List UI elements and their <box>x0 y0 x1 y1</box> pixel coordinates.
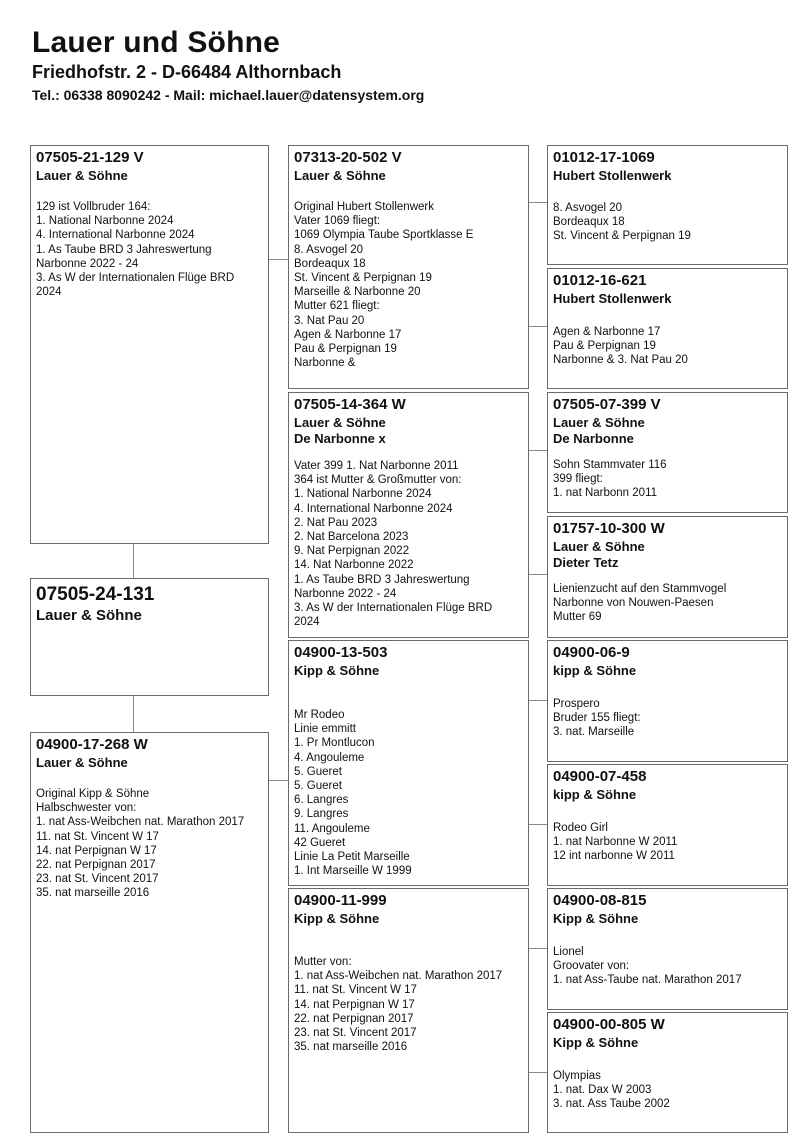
note-line: 1. National Narbonne 2024 <box>36 215 174 228</box>
ring-number: 04900-07-458 <box>553 768 647 785</box>
owner-name: Lauer & Söhne <box>36 168 128 183</box>
breeder-name: Lauer und Söhne <box>32 26 281 59</box>
ring-number: 07505-24-131 <box>36 584 155 605</box>
owner-name: Lauer & Söhne <box>294 415 386 430</box>
note-line: Lionel <box>553 946 584 958</box>
performance-notes <box>36 787 263 901</box>
note-line: Linie La Petit Marseille <box>294 851 410 864</box>
performance-notes <box>294 459 523 629</box>
note-line: 4. International Narbonne 2024 <box>36 229 195 242</box>
note-line: 5. Gueret <box>294 765 342 778</box>
note-line: 1. nat Ass-Weibchen nat. Marathon 2017 <box>294 970 503 983</box>
owner-name: Kipp & Söhne <box>294 663 380 678</box>
note-line: Sohn Stammvater 116 <box>553 459 667 471</box>
owner-name: Kipp & Söhne <box>553 1035 639 1050</box>
note-line: 3. nat. Ass Taube 2002 <box>553 1098 670 1111</box>
note-line: 364 ist Mutter & Großmutter von: <box>294 474 462 487</box>
note-line: Olympias <box>553 1070 601 1082</box>
owner-name: Hubert Stollenwerk <box>553 291 672 306</box>
note-line: Agen & Narbonne 17 <box>294 328 402 341</box>
pedigree-box-maternal-grandfather <box>288 640 529 886</box>
note-line: Narbonne & 3. Nat Pau 20 <box>553 354 688 367</box>
note-line: 1069 Olympia Taube Sportklasse E <box>294 229 474 242</box>
pedigree-box-ggp-8 <box>547 1012 788 1133</box>
note-line: Prospero <box>553 698 600 710</box>
note-line: 2. Nat Barcelona 2023 <box>294 531 409 544</box>
note-line: 4. International Narbonne 2024 <box>294 502 453 515</box>
note-line: Pau & Perpignan 19 <box>553 340 656 353</box>
note-line: 2024 <box>36 286 62 299</box>
ring-number: 01012-16-621 <box>553 272 647 289</box>
owner-name: Kipp & Söhne <box>553 911 639 926</box>
note-line: 399 fliegt: <box>553 473 603 486</box>
connector-line <box>268 259 288 260</box>
performance-notes <box>553 582 782 625</box>
note-line: Linie emmitt <box>294 723 356 736</box>
pedigree-box-maternal-grandmother <box>288 888 529 1133</box>
note-line: 9. Langres <box>294 808 349 821</box>
note-line: Agen & Narbonne 17 <box>553 326 661 338</box>
pedigree-box-paternal-grandfather <box>288 145 529 389</box>
note-line: 42 Gueret <box>294 836 346 849</box>
connector-line <box>528 1072 547 1073</box>
note-line: Pau & Perpignan 19 <box>294 343 397 356</box>
note-line: 14. nat Perpignan W 17 <box>36 844 157 857</box>
note-line: 2024 <box>294 616 320 629</box>
note-line: 1. nat Narbonn 2011 <box>553 487 658 500</box>
connector-line <box>268 780 288 781</box>
connector-line <box>528 824 547 825</box>
performance-notes <box>36 200 263 299</box>
connector-line <box>133 544 134 578</box>
note-line: Rodeo Girl <box>553 822 608 834</box>
note-line: 23. nat St. Vincent 2017 <box>36 873 159 886</box>
pedigree-box-ggp-2 <box>547 268 788 389</box>
note-line: St. Vincent & Perpignan 19 <box>294 272 432 285</box>
ring-number: 07313-20-502 V <box>294 149 402 166</box>
note-line: 1. Pr Montlucon <box>294 737 375 750</box>
owner-name: Lauer & Söhne <box>36 607 142 624</box>
connector-line <box>528 450 547 451</box>
connector-line <box>528 700 547 701</box>
note-line: 35. nat marseille 2016 <box>294 1041 408 1054</box>
pedigree-box-ggp-4 <box>547 516 788 638</box>
note-line: 8. Asvogel 20 <box>553 202 623 214</box>
connector-line <box>528 326 547 327</box>
ring-number: 04900-00-805 W <box>553 1016 665 1033</box>
pedigree-box-ggp-1 <box>547 145 788 265</box>
note-line: 14. nat Perpignan W 17 <box>294 998 415 1011</box>
note-line: St. Vincent & Perpignan 19 <box>553 230 691 243</box>
ring-number: 04900-13-503 <box>294 644 388 661</box>
note-line: Vater 399 1. Nat Narbonne 2011 <box>294 460 459 472</box>
note-line: 5. Gueret <box>294 780 342 793</box>
note-line: 3. As W der Internationalen Flüge BRD <box>36 272 235 285</box>
note-line: 129 ist Vollbruder 164: <box>36 201 151 213</box>
note-line: Narbonne 2022 - 24 <box>36 257 139 270</box>
note-line: 2. Nat Pau 2023 <box>294 516 378 529</box>
note-line: Bordeaqux 18 <box>553 216 625 229</box>
note-line: Narbonne & <box>294 357 356 370</box>
pedigree-box-mother <box>30 732 269 1133</box>
note-line: 11. nat St. Vincent W 17 <box>294 984 417 997</box>
performance-notes <box>294 200 523 370</box>
performance-notes <box>553 697 782 740</box>
performance-notes <box>553 945 782 988</box>
note-line: 22. nat Perpignan 2017 <box>36 859 156 872</box>
ring-number: 07505-21-129 V <box>36 149 144 166</box>
note-line: 35. nat marseille 2016 <box>36 887 150 900</box>
note-line: Bordeaqux 18 <box>294 257 366 270</box>
ring-number: 01757-10-300 W <box>553 520 665 537</box>
pedigree-box-ggp-3 <box>547 392 788 513</box>
owner-secondary: De Narbonne <box>553 431 634 446</box>
connector-line <box>528 202 547 203</box>
note-line: 3. As W der Internationalen Flüge BRD <box>294 602 493 615</box>
connector-line <box>133 696 134 732</box>
note-line: 1. Int Marseille W 1999 <box>294 865 412 878</box>
note-line: 3. nat. Marseille <box>553 726 635 739</box>
ring-number: 04900-06-9 <box>553 644 630 661</box>
performance-notes <box>294 955 523 1054</box>
owner-name: kipp & Söhne <box>553 663 637 678</box>
pedigree-box-ggp-5 <box>547 640 788 762</box>
ring-number: 01012-17-1069 <box>553 149 655 166</box>
note-line: 1. nat Narbonne W 2011 <box>553 836 678 849</box>
note-line: Narbonne von Nouwen-Paesen <box>553 597 714 610</box>
note-line: 12 int narbonne W 2011 <box>553 850 675 863</box>
note-line: 8. Asvogel 20 <box>294 243 364 256</box>
breeder-address: Friedhofstr. 2 - D-66484 Althornbach <box>32 62 342 82</box>
owner-name: Lauer & Söhne <box>553 539 645 554</box>
note-line: 1. As Taube BRD 3 Jahreswertung <box>36 243 212 256</box>
note-line: 1. nat Ass-Taube nat. Marathon 2017 <box>553 974 742 987</box>
owner-name: Kipp & Söhne <box>294 911 380 926</box>
note-line: Original Kipp & Söhne <box>36 788 150 800</box>
note-line: 11. Angouleme <box>294 822 370 835</box>
ring-number: 04900-17-268 W <box>36 736 148 753</box>
performance-notes <box>553 201 782 244</box>
owner-name: Hubert Stollenwerk <box>553 168 672 183</box>
pedigree-box-father <box>30 145 269 544</box>
note-line: Lienienzucht auf den Stammvogel <box>553 583 727 595</box>
note-line: 1. As Taube BRD 3 Jahreswertung <box>294 573 470 586</box>
note-line: Marseille & Narbonne 20 <box>294 286 421 299</box>
note-line: 4. Angouleme <box>294 751 365 764</box>
owner-secondary: Dieter Tetz <box>553 555 619 570</box>
ring-number: 07505-07-399 V <box>553 396 661 413</box>
note-line: Vater 1069 fliegt: <box>294 215 381 228</box>
note-line: 1. nat. Dax W 2003 <box>553 1084 652 1097</box>
note-line: Mutter 621 fliegt: <box>294 300 380 313</box>
performance-notes <box>553 1069 782 1112</box>
note-line: 1. National Narbonne 2024 <box>294 488 432 501</box>
performance-notes <box>294 708 523 878</box>
owner-name: Lauer & Söhne <box>294 168 386 183</box>
owner-secondary: De Narbonne x <box>294 431 386 446</box>
breeder-contact: Tel.: 06338 8090242 - Mail: michael.lauer@datensystem.org <box>32 87 425 103</box>
note-line: 11. nat St. Vincent W 17 <box>36 830 159 843</box>
note-line: 14. Nat Narbonne 2022 <box>294 559 414 572</box>
note-line: 1. nat Ass-Weibchen nat. Marathon 2017 <box>36 816 245 829</box>
pedigree-box-subject <box>30 578 269 696</box>
ring-number: 04900-08-815 <box>553 892 647 909</box>
connector-line <box>528 948 547 949</box>
owner-name: kipp & Söhne <box>553 787 637 802</box>
ring-number: 07505-14-364 W <box>294 396 406 413</box>
note-line: Groovater von: <box>553 960 630 973</box>
note-line: Halbschwester von: <box>36 802 137 815</box>
note-line: 3. Nat Pau 20 <box>294 314 365 327</box>
note-line: Original Hubert Stollenwerk <box>294 201 434 213</box>
owner-name: Lauer & Söhne <box>36 755 128 770</box>
pedigree-box-paternal-grandmother <box>288 392 529 638</box>
note-line: Mutter von: <box>294 956 352 968</box>
note-line: Mutter 69 <box>553 611 602 624</box>
note-line: 23. nat St. Vincent 2017 <box>294 1027 417 1040</box>
performance-notes <box>553 458 782 501</box>
pedigree-box-ggp-7 <box>547 888 788 1010</box>
ring-number: 04900-11-999 <box>294 892 387 909</box>
performance-notes <box>553 325 782 368</box>
note-line: 6. Langres <box>294 794 349 807</box>
note-line: Mr Rodeo <box>294 709 345 721</box>
note-line: 22. nat Perpignan 2017 <box>294 1012 414 1025</box>
connector-line <box>528 574 547 575</box>
owner-name: Lauer & Söhne <box>553 415 645 430</box>
pedigree-box-ggp-6 <box>547 764 788 886</box>
note-line: Narbonne 2022 - 24 <box>294 587 397 600</box>
performance-notes <box>553 821 782 864</box>
note-line: Bruder 155 fliegt: <box>553 712 641 725</box>
note-line: 9. Nat Perpignan 2022 <box>294 545 410 558</box>
